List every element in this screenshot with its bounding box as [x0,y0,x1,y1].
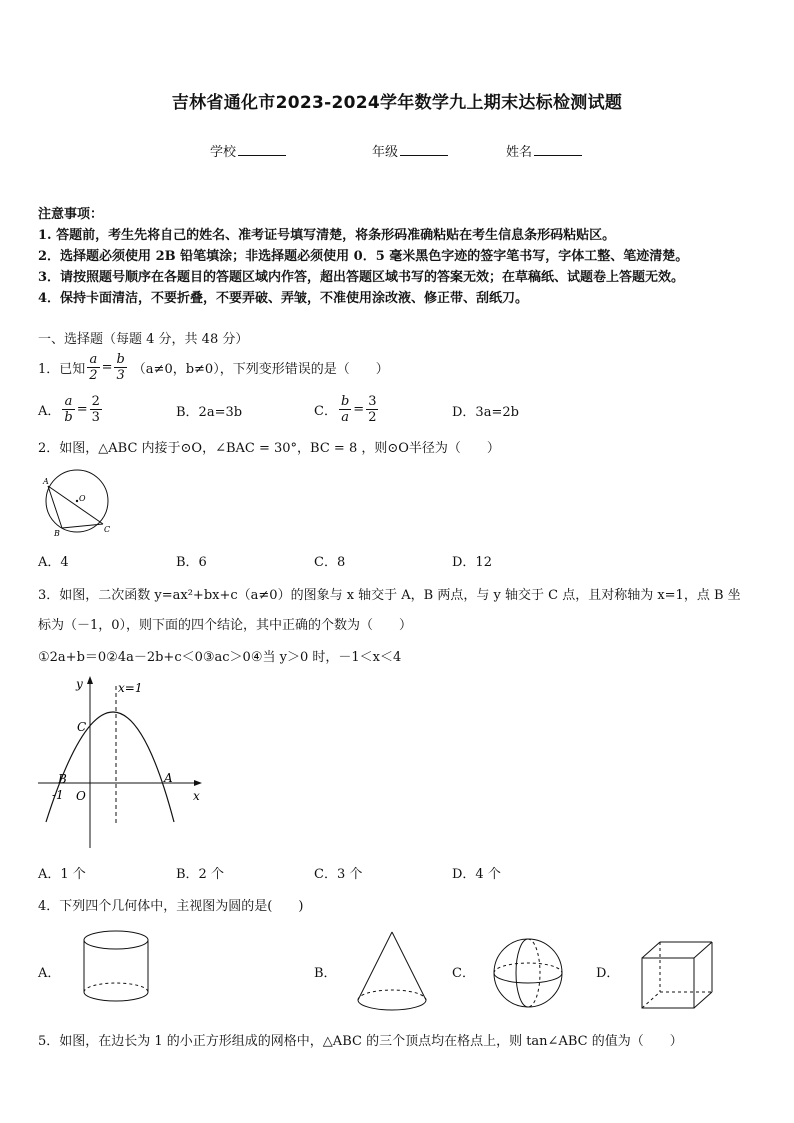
q4-option-d[interactable]: D． [596,966,620,981]
page-title: 吉林省通化市2023-2024学年数学九上期末达标检测试题 [171,93,623,113]
question-3-conclusions: ①2a+b＝0②4a－2b+c＜0③ac＞0④当 y＞0 时，－1＜x＜4 [38,650,402,665]
neg-one-label: -1 [52,788,64,802]
sphere-icon [490,935,566,1011]
school-field[interactable] [210,141,286,160]
label-o: O [79,494,86,503]
label-b: B [54,529,60,538]
q2-option-c[interactable]: C．8 [314,555,346,570]
fraction: $\frac{a}{b}$ [64,393,73,425]
q1-prefix: 1．已知 [38,361,86,377]
grade-field[interactable] [372,141,448,160]
point-c-label: C [77,720,87,734]
grade-label: 年级 [372,145,399,160]
q3-option-a[interactable]: A．1 个 [38,867,86,882]
q1-option-a[interactable]: A． $\frac{a}{b}$ = $\frac{2}{3}$ [38,393,100,425]
q4-option-b[interactable]: B． [314,966,337,981]
q4-option-a[interactable]: A． [38,966,61,981]
question-1 [38,348,389,386]
q2-circle-figure [36,468,118,538]
question-3-line2: 标为（－1，0），则下面的四个结论，其中正确的个数为（ ） [38,618,413,633]
q3-parabola-graph [36,672,216,852]
school-label: 学校 [210,145,237,160]
y-axis-label: y [76,677,83,691]
label-a: A [43,477,49,486]
fraction: $\frac{a}{2}$ [89,351,98,383]
name-field[interactable] [506,141,582,160]
notes-heading: 注意事项： [38,207,104,222]
q4-option-c[interactable]: C． [452,966,475,981]
q2-option-a[interactable]: A．4 [38,555,69,570]
question-5: 5．如图，在边长为 1 的小正方形组成的网格中，△ABC 的三个顶点均在格点上，则 tan∠ABC 的值为（ ） [38,1034,683,1049]
note-item: 3．请按照题号顺序在各题目的答题区域内作答，超出答题区域书写的答案无效；在草稿纸、试题卷上答题无效。 [38,270,685,285]
question-2: 2．如图，△ABC 内接于⊙O，∠BAC = 30°，BC = 8 ，则⊙O半径为（ ） [38,441,500,456]
name-label: 姓名 [506,145,533,160]
x-axis-label: x [193,789,200,803]
point-b-label: B [58,772,67,786]
label-c: C [104,525,111,534]
cylinder-icon [80,928,152,1006]
q2-option-d[interactable]: D．12 [452,555,492,570]
fraction: $\frac{b}{3}$ [116,351,125,383]
q2-option-b[interactable]: B．6 [176,555,207,570]
cube-icon [636,936,716,1012]
axis-of-symmetry-label: x=1 [118,681,143,695]
q1-option-d[interactable]: D．3a=2b [452,405,519,420]
q1-suffix: （a≠0，b≠0），下列变形错误的是（ ） [132,361,389,377]
point-a-label: A [164,771,173,785]
question-4: 4．下列四个几何体中，主视图为圆的是( ) [38,899,304,914]
fraction: $\frac{3}{2}$ [368,393,377,425]
q3-option-d[interactable]: D．4 个 [452,867,501,882]
note-item: 1. 答题前，考生先将自己的姓名、准考证号填写清楚，将条形码准确粘贴在考生信息条形码粘贴区。 [38,228,616,243]
question-3-line1: 3．如图，二次函数 y=ax²+bx+c（a≠0）的图象与 x 轴交于 A，B 两点，与 y 轴交于 C 点，且对称轴为 x=1，点 B 坐 [38,588,741,603]
origin-label: O [76,789,86,803]
q3-option-c[interactable]: C．3 个 [314,867,363,882]
section-heading: 一、选择题（每题 4 分，共 48 分） [38,332,249,347]
note-item: 2．选择题必须使用 2B 铅笔填涂；非选择题必须使用 0．5 毫米黑色字迹的签字笔书写，字体工整、笔迹清楚。 [38,249,689,264]
cone-icon [352,928,432,1016]
q3-option-b[interactable]: B．2 个 [176,867,224,882]
q1-option-c[interactable]: C． $\frac{b}{a}$ = $\frac{3}{2}$ [314,393,377,425]
fraction: $\frac{b}{a}$ [340,393,350,425]
q1-option-b[interactable]: B．2a=3b [176,405,243,420]
note-item: 4．保持卡面清洁，不要折叠，不要弄破、弄皱，不准使用涂改液、修正带、刮纸刀。 [38,291,529,306]
equals: = [101,359,113,375]
fraction: $\frac{2}{3}$ [91,393,100,425]
